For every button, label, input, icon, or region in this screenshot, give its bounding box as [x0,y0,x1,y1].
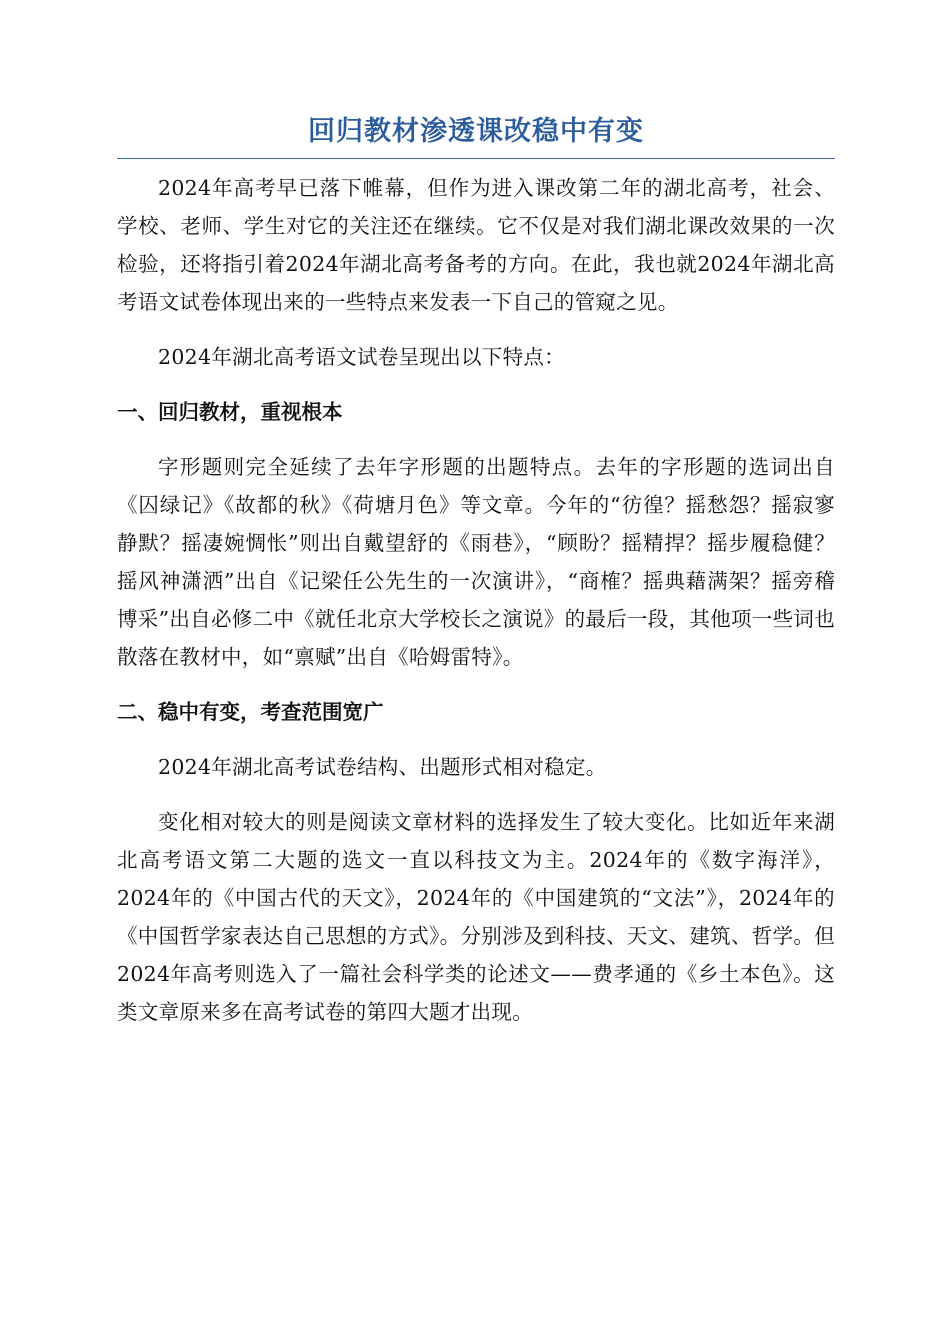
intro-paragraph-2: 2024年湖北高考语文试卷呈现出以下特点： [158,345,565,369]
document-page [117,108,835,1048]
section-heading-2: 二、稳中有变，考查范围宽广 [117,700,384,724]
page-title: 回归教材渗透课改稳中有变 [308,116,644,147]
section-heading-1: 一、回归教材，重视根本 [117,400,343,424]
intro-paragraph-1: 2024年高考早已落下帷幕，但作为进入课改第二年的湖北高考，社会、学校、老师、学生对它的关注还在继续。它不仅是对我们湖北课改效果的一次检验，还将指引着2024年湖北高考备考的方向。在此，我也就2024年湖北高考语文试卷体现出来的一些特点来发表一下自己的管窥之见。 [117,176,835,314]
section-1-paragraph-1: 字形题则完全延续了去年字形题的出题特点。去年的字形题的选词出自《囚绿记》《故都的秋》《荷塘月色》等文章。今年的“彷徨？摇愁怨？摇寂寥静默？摇凄婉惆怅”则出自戴望舒的《雨巷》，“顾盼？摇精捍？摇步履稳健？摇风神潇洒”出自《记梁任公先生的一次演讲》，“商榷？摇典藉满架？摇旁稽博采”出自必修二中《就任北京大学校长之演说》的最后一段，其他项一些词也散落在教材中，如“禀赋”出自《哈姆雷特》。 [117,455,835,669]
section-2-paragraph-2: 变化相对较大的则是阅读文章材料的选择发生了较大变化。比如近年来湖北高考语文第二大题的选文一直以科技文为主。2024年的《数字海洋》，2024年的《中国古代的天文》，2024年的《中国建筑的“文法”》，2024年的《中国哲学家表达自己思想的方式》。分别涉及到科技、天文、建筑、哲学。但2024年高考则选入了一篇社会科学类的论述文——费孝通的《乡土本色》。这类文章原来多在高考试卷的第四大题才出现。 [117,810,835,1024]
section-2-paragraph-1: 2024年湖北高考试卷结构、出题形式相对稳定。 [158,755,607,779]
title-underline [117,158,835,159]
